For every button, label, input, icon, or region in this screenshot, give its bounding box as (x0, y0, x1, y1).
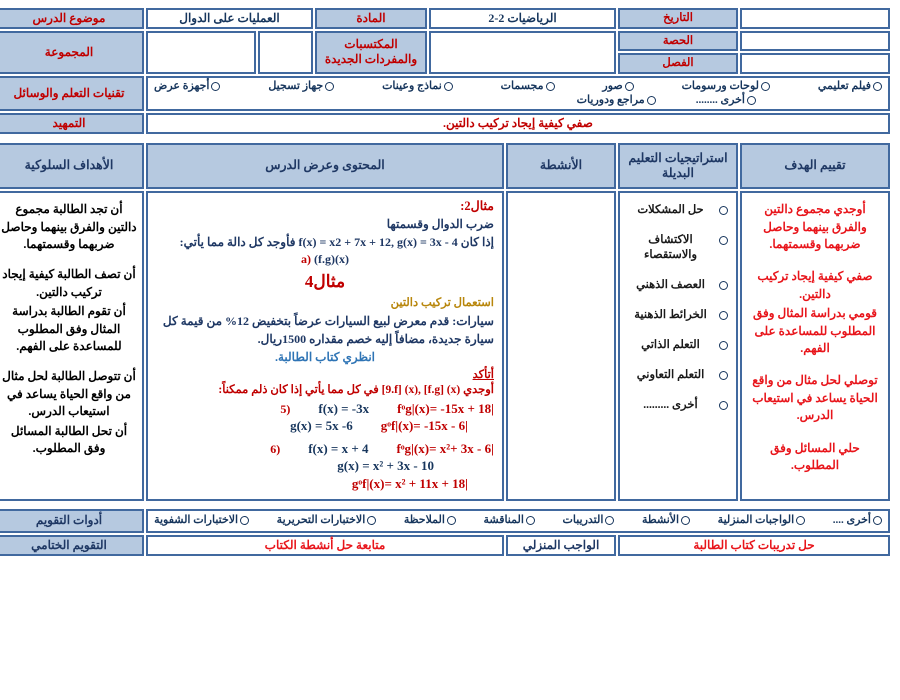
tool-option[interactable] (718, 514, 805, 528)
assessment-tools-list (154, 514, 882, 528)
student-book-link[interactable]: انظري كتاب الطالبة. (274, 349, 375, 364)
final-assessment-label: التقويم الختامي (0, 535, 144, 556)
example2-subtitle: ضرب الدوال وقسمتها (386, 216, 494, 231)
assessment-tools-label: أدوات التقويم (0, 509, 144, 533)
equation-row (156, 458, 494, 474)
intro-label: التمهيد (0, 113, 144, 134)
row-teaching-aids (0, 76, 890, 112)
row-lesson-topic (0, 8, 890, 29)
example2-item-text: (f.g)(x) (314, 252, 349, 267)
assessment-tools-cell (146, 509, 890, 533)
strategy-label: العصف الذهني (636, 279, 705, 292)
strategy-option[interactable] (628, 398, 728, 413)
evaluation-item: توصلي لحل مثال من واقع الحياة يساعد في استيعاب الدرس. (752, 373, 878, 423)
checkbox-circle-icon[interactable] (367, 516, 376, 525)
strategy-label: الاكتشاف والاستقصاء (643, 234, 698, 262)
checkbox-circle-icon[interactable] (526, 516, 535, 525)
aid-option[interactable] (577, 94, 656, 108)
checkbox-circle-icon[interactable] (761, 82, 770, 91)
subject-value[interactable]: الرياضيات 2-2 (429, 8, 616, 29)
activities-column[interactable] (506, 191, 616, 501)
checkbox-circle-icon[interactable] (719, 371, 728, 380)
aid-label: لوحات ورسومات (681, 79, 759, 92)
header-strategies: استراتيجيات التعليم البديلة (618, 143, 738, 189)
row-spacer (0, 136, 890, 141)
tool-label: أخرى .... (832, 513, 871, 526)
tool-label: الملاحظة (403, 513, 445, 526)
objectives-column[interactable] (0, 191, 144, 501)
example4-subtitle: استعمال تركيب دالتين (390, 296, 494, 309)
evaluation-item: قومي بدراسة المثال وفق المطلوب للمساعدة على الفهم. (752, 306, 878, 355)
row-main-body (0, 191, 890, 501)
row-assessment-tools (0, 509, 890, 533)
row-intro (0, 113, 890, 134)
equation-given: g(x) = 5x -6 (290, 417, 353, 433)
tool-label: الاختبارات الشفوية (154, 513, 239, 526)
checkbox-circle-icon[interactable] (605, 516, 614, 525)
row-period-vocab (0, 31, 890, 51)
header-evaluation: تقييم الهدف (740, 143, 890, 189)
tool-option[interactable] (642, 514, 690, 528)
date-label: التاريخ (618, 8, 738, 29)
subject-label: المادة (315, 8, 427, 29)
aid-label: جهاز تسجيل (268, 79, 324, 92)
aid-label: مجسمات (500, 79, 544, 92)
checkbox-circle-icon[interactable] (719, 401, 728, 410)
header-activities: الأنشطة (506, 143, 616, 189)
objective-item: أن تجد الطالبة مجموع دالتين والفرق بينهما وحاصل ضربهما وقسمتهما. (1, 202, 137, 252)
tool-option[interactable] (562, 514, 614, 528)
intro-text: صفي كيفية إيجاد تركيب دالتين. (146, 113, 890, 134)
equation-number: (5 (280, 401, 291, 416)
checkbox-circle-icon[interactable] (325, 82, 334, 91)
example4-title: مثال4 (304, 272, 346, 292)
strategy-option[interactable] (628, 203, 728, 218)
checkbox-circle-icon[interactable] (719, 236, 728, 245)
vocab-label: المكتسبات والمفردات الجديدة (315, 31, 427, 74)
header-content: المحتوى وعرض الدرس (146, 143, 504, 189)
checkbox-circle-icon[interactable] (625, 82, 634, 91)
aid-option[interactable] (268, 80, 334, 94)
tool-option[interactable] (154, 514, 249, 528)
aid-option[interactable] (154, 80, 220, 94)
teaching-aids-row-1 (154, 80, 882, 94)
evaluation-item: صفي كيفية إيجاد تركيب دالتين. (757, 269, 873, 301)
vocab-value-cell[interactable] (429, 31, 616, 74)
strategy-option[interactable] (628, 338, 728, 353)
equation-answer: |fᵒg|(x)= -15x + 18 (397, 400, 494, 416)
tool-option[interactable] (404, 514, 456, 528)
content-column[interactable] (146, 191, 504, 501)
row-spacer-2 (0, 503, 890, 507)
evaluation-item: أوجدي مجموع دالتين والفرق بينهما وحاصل ضربهما وقسمتهما. (763, 202, 867, 252)
checkbox-circle-icon[interactable] (719, 281, 728, 290)
lesson-plan-table (0, 6, 892, 558)
aid-option[interactable] (602, 80, 633, 94)
group-label: المجموعة (0, 31, 144, 74)
final-assessment-cell-3[interactable]: حل تدريبات كتاب الطالبة (618, 535, 890, 556)
lesson-topic-label: موضوع الدرس (0, 8, 144, 29)
final-assessment-cell-1[interactable]: متابعة حل أنشطة الكتاب (146, 535, 504, 556)
equation-answer: |gᵒf|(x)= x² + 11x + 18 (351, 475, 468, 491)
checkbox-circle-icon[interactable] (796, 516, 805, 525)
objective-item: أن تصف الطالبة كيفية إيجاد تركيب دالتين. (2, 267, 136, 299)
strategy-option[interactable] (628, 368, 728, 383)
aid-label: مراجع ودوريات (576, 93, 645, 106)
example2-item-row (156, 252, 494, 267)
strategy-label: أخرى ......... (643, 398, 698, 411)
equation-answer: |fᵒg|(x)= x²+ 3x - 6 (396, 441, 494, 457)
header-objectives: الأهداف السلوكية (0, 143, 144, 189)
checkbox-circle-icon[interactable] (747, 96, 756, 105)
equation-row (156, 476, 494, 492)
equation-answer: |gᵒf|(x)= -15x - 6 (380, 417, 468, 433)
teaching-aids-row-2 (154, 94, 882, 108)
tool-option[interactable] (483, 514, 534, 528)
example2-body: إذا كان f(x) = x2 + 7x + 12, g(x) = 3x - 4 فأوجد كل دالة مما يأتي: (179, 234, 494, 249)
period-label: الحصة (618, 31, 738, 51)
objective-item: أن تحل الطالبة المسائل وفق المطلوب. (10, 423, 128, 455)
strategies-column[interactable] (618, 191, 738, 501)
strategy-label: التعلم التعاوني (636, 368, 705, 381)
checkbox-circle-icon[interactable] (719, 206, 728, 215)
class-label: الفصل (618, 53, 738, 73)
aid-option[interactable] (382, 80, 453, 94)
example4-body: سيارات: قدم معرض لبيع السيارات عرضاً بتخفيض 12% من قيمة كل سيارة جديدة، مضافاً إليه خصم مقداره 1500ريال. (162, 313, 494, 346)
tool-option[interactable] (833, 514, 882, 528)
period-value-cell[interactable] (740, 31, 890, 51)
confirm-instruction: أوجدي (x) [f.g] ,(x) [9.f] في كل مما يأتي إذا كان ذلم ممكناً: (218, 384, 494, 397)
group-cell-b[interactable] (146, 31, 256, 74)
objective-item: أن تقوم الطالبة بدراسة المثال وفق المطلوب للمساعدة على الفهم. (12, 304, 126, 353)
equation-given: f(x) = x + 4 (308, 441, 369, 457)
evaluation-column[interactable] (740, 191, 890, 501)
page-footnote (868, 690, 870, 700)
strategy-label: التعلم الذاتي (641, 338, 700, 351)
aid-option[interactable] (818, 80, 882, 94)
equation-number: (6 (270, 442, 281, 457)
tool-option[interactable] (277, 514, 377, 528)
row-main-headers (0, 143, 890, 189)
aid-label: نماذج وعينات (382, 79, 442, 92)
example2-item-mark: a) (301, 252, 311, 267)
checkbox-circle-icon[interactable] (647, 96, 656, 105)
strategy-label: حل المشكلات (637, 204, 704, 217)
checkbox-circle-icon[interactable] (240, 516, 249, 525)
equation-row (156, 418, 494, 434)
evaluation-item: حلي المسائل وفق المطلوب. (770, 440, 860, 472)
aid-option[interactable] (696, 94, 756, 108)
checkbox-circle-icon[interactable] (681, 516, 690, 525)
example2-title: مثال2: (460, 199, 494, 214)
tool-label: الواجبات المنزلية (717, 513, 795, 526)
strategy-option[interactable] (628, 233, 728, 263)
checkbox-circle-icon[interactable] (546, 82, 555, 91)
tool-label: المناقشة (483, 513, 524, 526)
checkbox-circle-icon[interactable] (444, 82, 453, 91)
strategy-option[interactable] (628, 308, 728, 323)
class-value-cell[interactable] (740, 53, 890, 73)
objective-item: أن تتوصل الطالبة لحل مثال من واقع الحياة يساعد في استيعاب الدرس. (2, 369, 136, 419)
aid-label: صور (602, 79, 623, 92)
strategy-label: الخرائط الذهنية (634, 309, 707, 321)
aid-option[interactable] (501, 80, 555, 94)
checkbox-circle-icon[interactable] (447, 516, 456, 525)
equation-row (156, 401, 494, 417)
group-cell-a[interactable] (258, 31, 313, 74)
teaching-aids-label: تقنيات التعلم والوسائل (0, 76, 144, 112)
checkbox-circle-icon[interactable] (873, 516, 882, 525)
checkbox-circle-icon[interactable] (873, 82, 882, 91)
confirm-title: أتأكد (472, 368, 494, 381)
equation-given: g(x) = x² + 3x - 10 (337, 458, 434, 474)
aid-label: أخرى ........ (695, 93, 745, 106)
aid-label: أجهزة عرض (154, 79, 210, 92)
tool-label: التدريبات (562, 513, 604, 526)
teaching-aids-cell (146, 76, 890, 112)
date-value-cell[interactable] (740, 8, 890, 29)
lesson-topic-value[interactable]: العمليات على الدوال (146, 8, 313, 29)
tool-label: الأنشطة (641, 513, 680, 526)
aid-label: فيلم تعليمي (817, 79, 871, 92)
aid-option[interactable] (682, 80, 770, 94)
equation-row (156, 441, 494, 457)
checkbox-circle-icon[interactable] (211, 82, 220, 91)
tool-label: الاختبارات التحريرية (276, 513, 366, 526)
strategy-option[interactable] (628, 278, 728, 293)
equation-given: f(x) = -3x (318, 400, 370, 416)
row-final-assessment (0, 535, 890, 556)
checkbox-circle-icon[interactable] (719, 311, 728, 320)
checkbox-circle-icon[interactable] (719, 341, 728, 350)
final-assessment-cell-2[interactable]: الواجب المنزلي (506, 535, 616, 556)
